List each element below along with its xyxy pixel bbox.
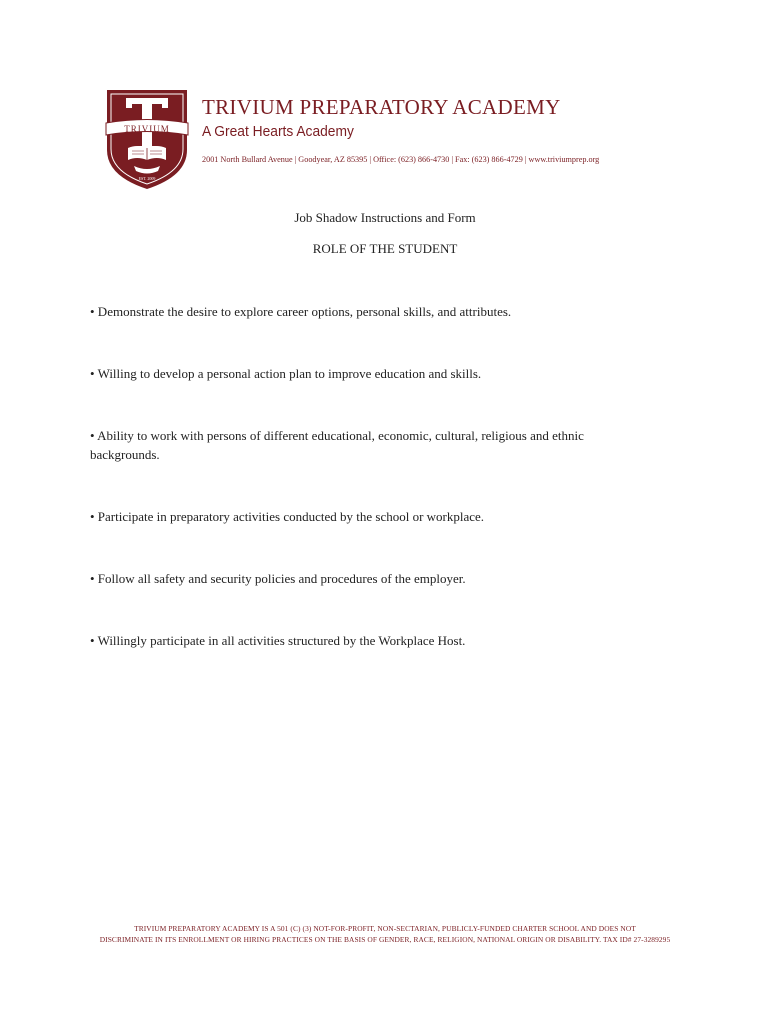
list-item: • Willing to develop a personal action plan to improve education and skills. [90, 366, 482, 381]
document-subtitle: ROLE OF THE STUDENT [312, 241, 458, 256]
org-name: TRIVIUM PREPARATORY ACADEMY [202, 95, 561, 119]
list-item: • Ability to work with persons of different educational, economic, cultural, religious and ethnic backgrounds. [90, 428, 584, 462]
list-item: • Demonstrate the desire to explore career options, personal skills, and attributes. [90, 304, 512, 319]
crest-banner-text: TRIVIUM [124, 124, 170, 134]
org-contact-line: 2001 North Bullard Avenue | Goodyear, AZ 85395 | Office: (623) 866-4730 | Fax: (623) 866-4729 | www.triviumprep.org [202, 155, 600, 164]
footer-line-1: TRIVIUM PREPARATORY ACADEMY IS A 501 (C) (3) NOT-FOR-PROFIT, NON-SECTARIAN, PUBLICLY-FUNDED CHARTER SCHOOL AND DOES NOT [134, 924, 636, 933]
letterhead [104, 88, 704, 192]
list-item: • Follow all safety and security policies and procedures of the employer. [90, 571, 466, 586]
org-tagline: A Great Hearts Academy [202, 123, 354, 140]
school-crest-logo [104, 88, 190, 190]
document-title: Job Shadow Instructions and Form [294, 210, 476, 225]
crest-est-text: EST. 2009 [138, 176, 156, 181]
list-item: • Participate in preparatory activities conducted by the school or workplace. [90, 509, 485, 524]
list-item: • Willingly participate in all activities structured by the Workplace Host. [90, 633, 466, 648]
footer-disclaimer [0, 923, 770, 945]
footer-line-2: DISCRIMINATE IN ITS ENROLLMENT OR HIRING PRACTICES ON THE BASIS OF GENDER, RACE, RELIGION, NATIONAL ORIGIN OR DISABILITY. TAX ID# 27-3289295 [99, 935, 671, 944]
